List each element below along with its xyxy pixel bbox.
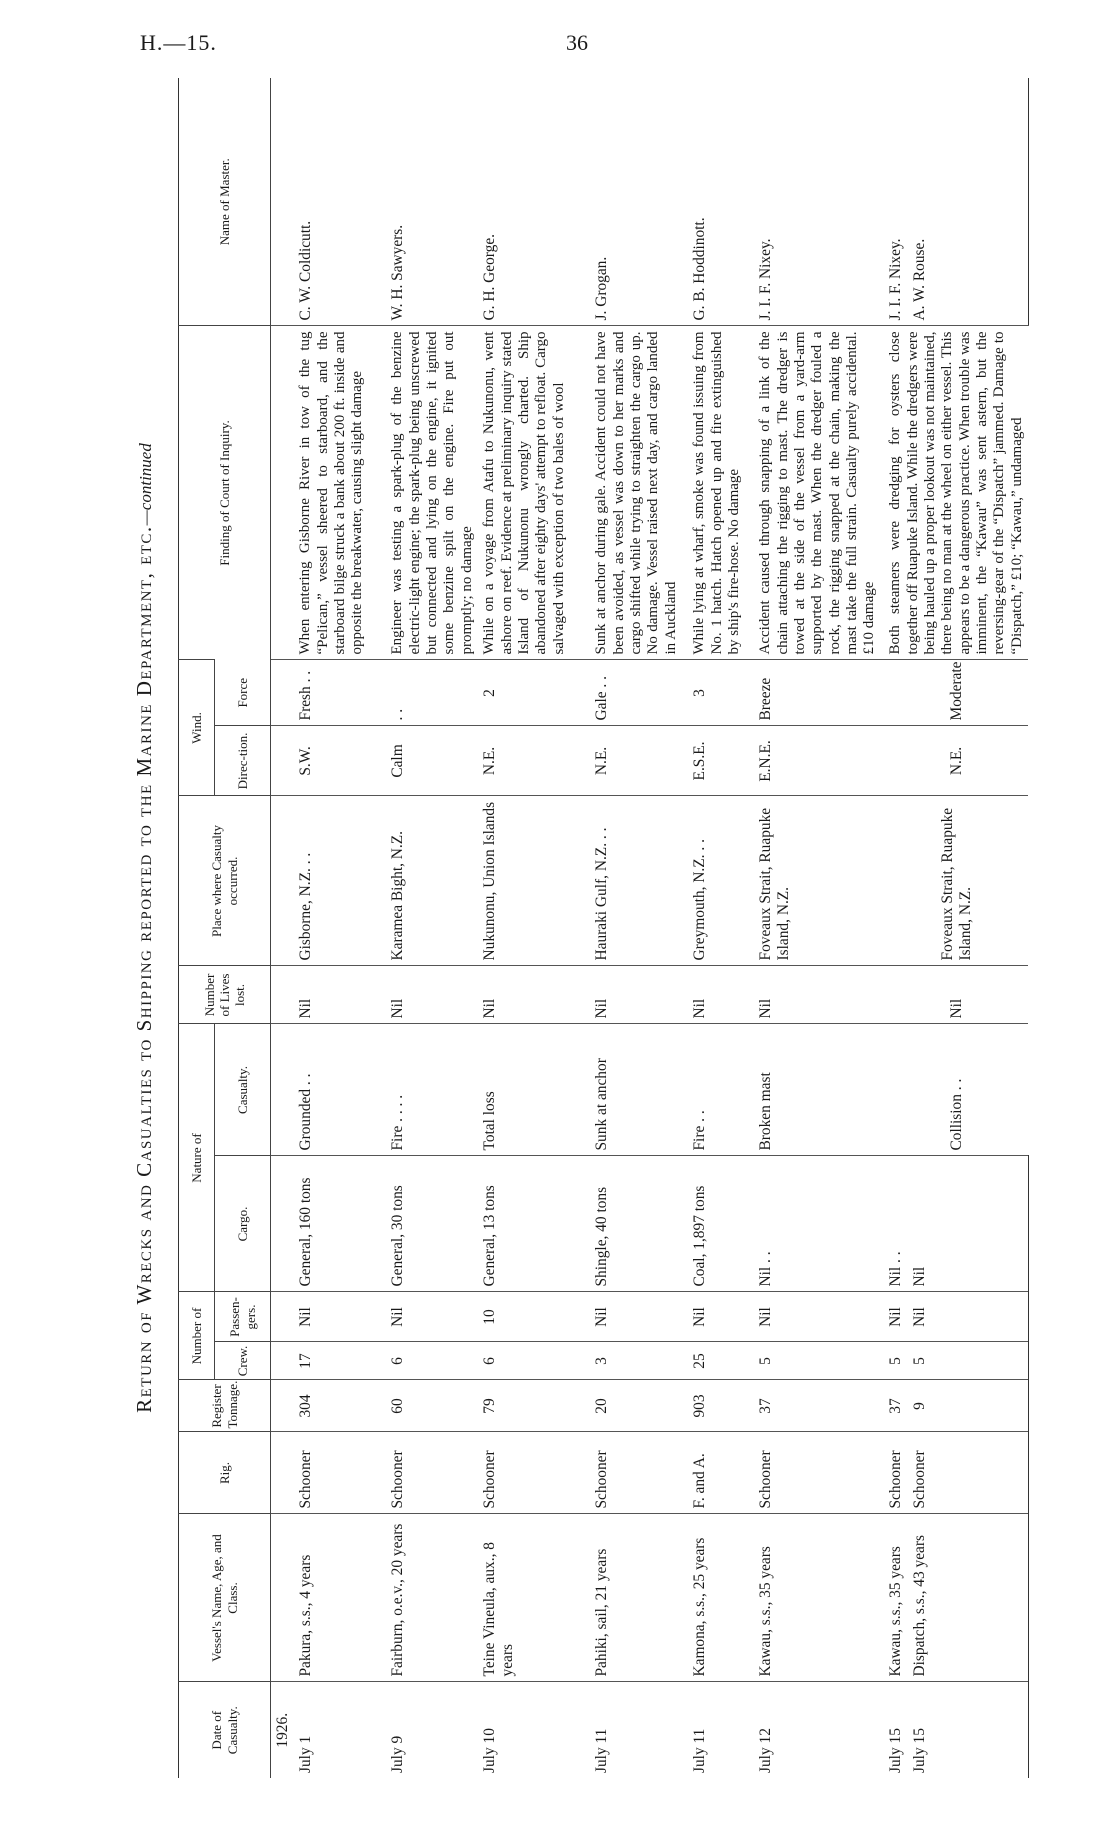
finding-cell: While lying at wharf, smoke was found issuing from No. 1 hatch. Hatch opened up and fire extinguished by ship's fire-hose. No damage xyxy=(688,326,754,660)
header-casualty: Casualty. xyxy=(215,1024,271,1156)
vessel-cell: Pakura, s.s., 4 years xyxy=(294,1514,386,1682)
tonnage-cell: 37 xyxy=(884,1380,908,1432)
tonnage-cell: 20 xyxy=(590,1380,688,1432)
lives-cell: Nil xyxy=(754,966,884,1024)
rig-cell: Schooner xyxy=(386,1432,478,1514)
wind-direction-cell: E.N.E. xyxy=(754,726,884,796)
place-cell: Karamea Bight, N.Z. xyxy=(386,796,478,966)
master-cell: G. B. Hoddinott. xyxy=(691,217,709,321)
rig-cell: Schooner xyxy=(294,1432,386,1514)
wind-direction-cell: S.W. xyxy=(294,726,386,796)
lives-cell: Nil xyxy=(386,966,478,1024)
vessel-cell: Kawau, s.s., 35 years xyxy=(884,1514,908,1682)
title-text: Return of Wrecks and Casualties to Shipping reported to the Marine Department, etc. xyxy=(132,525,156,1413)
header-place: Place where Casualty occurred. xyxy=(179,796,271,966)
rig-cell: Schooner xyxy=(754,1432,884,1514)
finding-cell: When entering Gisborne River in tow of the tug “Pelican,” vessel sheered to starboard, and the starboard bilge struck a bank about 200 ft. inside and opposite the breakwater, causing slight damage xyxy=(294,326,386,660)
wind-direction-cell: N.E. xyxy=(884,726,1028,796)
tonnage-cell: 60 xyxy=(386,1380,478,1432)
tonnage-cell: 903 xyxy=(688,1380,754,1432)
lives-cell: Nil xyxy=(590,966,688,1024)
vessel-cell: Kawau, s.s., 35 years xyxy=(754,1514,884,1682)
header-direction: Direc-tion. xyxy=(215,726,271,796)
vessel-cell: Pahiki, sail, 21 years xyxy=(590,1514,688,1682)
master-cell: J. I. F. Nixey. xyxy=(757,238,775,321)
date-cell: July 12 xyxy=(754,1682,884,1778)
passengers-cell: Nil xyxy=(884,1292,908,1342)
table-row xyxy=(688,78,754,1778)
date-cell: July 1 xyxy=(294,1682,386,1778)
passengers-cell: Nil xyxy=(754,1292,884,1342)
vessel-cell: Teine Vineula, aux., 8 years xyxy=(478,1514,590,1682)
title-continued: —continued xyxy=(136,443,155,526)
place-cell: Gisborne, N.Z. . . xyxy=(294,796,386,966)
rig-cell: Schooner xyxy=(884,1432,908,1514)
master-cell: G. H. George. xyxy=(481,234,499,321)
date-cell: July 10 xyxy=(478,1682,590,1778)
cargo-cell: General, 13 tons xyxy=(478,1156,590,1292)
casualty-cell: Grounded . . xyxy=(294,1024,386,1156)
tonnage-cell: 304 xyxy=(294,1380,386,1432)
cargo-cell: General, 30 tons xyxy=(386,1156,478,1292)
wind-direction-cell: E.S.E. xyxy=(688,726,754,796)
date-cell: July 15 xyxy=(908,1682,1028,1778)
place-cell: Foveaux Strait, Ruapuke Island, N.Z. xyxy=(884,796,1028,966)
wind-direction-cell: N.E. xyxy=(478,726,590,796)
casualty-cell: Fire . . . . xyxy=(386,1024,478,1156)
place-cell: Nukunonu, Union Islands xyxy=(478,796,590,966)
tonnage-cell: 37 xyxy=(754,1380,884,1432)
tonnage-cell: 79 xyxy=(478,1380,590,1432)
wind-force-cell: Fresh . . xyxy=(294,660,386,726)
wind-force-cell: Moderate xyxy=(884,660,1028,726)
crew-cell: 3 xyxy=(590,1342,688,1380)
header-cargo: Cargo. xyxy=(215,1156,271,1292)
page-header xyxy=(0,0,1114,60)
header-date: Date of Casualty. xyxy=(179,1682,271,1778)
place-cell: Greymouth, N.Z. . . xyxy=(688,796,754,966)
finding-cell: Accident caused through snapping of a link of the chain attaching the rigging to mast. The dredger is towed at the side of the vessel from a yard-arm supported by the mast. When the dredger fouled a rock, the rigging snapped at the chain, making the mast take the full strain. Casualty purely accidental. £10 damage xyxy=(754,326,884,660)
table-row xyxy=(386,78,478,1778)
passengers-cell: 10 xyxy=(478,1292,590,1342)
casualty-cell: Broken mast xyxy=(754,1024,884,1156)
rotated-table-region xyxy=(132,78,1025,1778)
passengers-cell: Nil xyxy=(908,1292,1028,1342)
year-label: 1926. xyxy=(271,1682,295,1778)
crew-cell: 5 xyxy=(908,1342,1028,1380)
place-cell: Hauraki Gulf, N.Z. . . xyxy=(590,796,688,966)
cargo-cell: Nil . . xyxy=(884,1156,908,1292)
finding-cell: Sunk at anchor during gale. Accident could not have been avoided, as vessel was down to her marks and cargo shifted while trying to straighten the cargo up. No damage. Vessel raised next day, and cargo landed in Auckland xyxy=(590,326,688,660)
header-rig: Rig. xyxy=(179,1432,271,1514)
vessel-cell: Fairburn, o.e.v., 20 years xyxy=(386,1514,478,1682)
date-cell: July 9 xyxy=(386,1682,478,1778)
cargo-cell: Shingle, 40 tons xyxy=(590,1156,688,1292)
passengers-cell: Nil xyxy=(294,1292,386,1342)
date-cell: July 11 xyxy=(688,1682,754,1778)
header-crew: Crew. xyxy=(215,1342,271,1380)
table-row xyxy=(884,78,908,1778)
crew-cell: 5 xyxy=(884,1342,908,1380)
lives-cell: Nil xyxy=(294,966,386,1024)
page-number: 36 xyxy=(566,30,588,55)
lives-cell: Nil xyxy=(884,966,1028,1024)
header-lives: Number of Lives lost. xyxy=(179,966,271,1024)
rig-cell: Schooner xyxy=(478,1432,590,1514)
table-row xyxy=(478,78,590,1778)
wind-direction-cell: Calm xyxy=(386,726,478,796)
passengers-cell: Nil xyxy=(386,1292,478,1342)
master-cell: A. W. Rouse. xyxy=(908,78,1028,326)
vessel-cell: Kamona, s.s., 25 years xyxy=(688,1514,754,1682)
header-tonnage: Register Tonnage. xyxy=(179,1380,271,1432)
header-number-of: Number of xyxy=(179,1292,215,1380)
master-cell: J. I. F. Nixey. xyxy=(887,238,905,321)
lives-cell: Nil xyxy=(478,966,590,1024)
table-row xyxy=(754,78,884,1778)
wind-force-cell: Breeze xyxy=(754,660,884,726)
rig-cell: Schooner xyxy=(908,1432,1028,1514)
finding-cell: Engineer was testing a spark-plug of the benzine electric-light engine; the spark-plug being unscrewed but connected and lying on the engine, it ignited some benzine spilt on the engine. Fire put out promptly; no damage xyxy=(386,326,478,660)
table-row xyxy=(590,78,688,1778)
passengers-cell: Nil xyxy=(688,1292,754,1342)
casualty-cell: Fire . . xyxy=(688,1024,754,1156)
cargo-cell: Coal, 1,897 tons xyxy=(688,1156,754,1292)
header-nature-of: Nature of xyxy=(179,1024,215,1292)
rig-cell: Schooner xyxy=(590,1432,688,1514)
place-cell: Foveaux Strait, Ruapuke Island, N.Z. xyxy=(754,796,884,966)
lives-cell: Nil xyxy=(688,966,754,1024)
header-vessel: Vessel's Name, Age, and Class. xyxy=(179,1514,271,1682)
crew-cell: 6 xyxy=(386,1342,478,1380)
header-passengers: Passen-gers. xyxy=(215,1292,271,1342)
casualty-cell: Total loss xyxy=(478,1024,590,1156)
passengers-cell: Nil xyxy=(590,1292,688,1342)
casualty-cell: Sunk at anchor xyxy=(590,1024,688,1156)
vessel-cell: Dispatch, s.s., 43 years xyxy=(908,1514,1028,1682)
master-cell: J. Grogan. xyxy=(593,256,611,321)
crew-cell: 5 xyxy=(754,1342,884,1380)
date-cell: July 11 xyxy=(590,1682,688,1778)
header-wind: Wind. xyxy=(179,660,215,796)
casualty-cell: Collision . . xyxy=(884,1024,1028,1156)
cargo-cell: Nil . . xyxy=(754,1156,884,1292)
document-title xyxy=(132,78,172,1778)
cargo-cell: General, 160 tons xyxy=(294,1156,386,1292)
header-force: Force xyxy=(215,660,271,726)
page-id: H.—15. xyxy=(140,30,217,55)
wind-direction-cell: N.E. xyxy=(590,726,688,796)
wind-force-cell: 3 xyxy=(688,660,754,726)
wrecks-table xyxy=(178,78,1029,1778)
crew-cell: 6 xyxy=(478,1342,590,1380)
tonnage-cell: 9 xyxy=(908,1380,1028,1432)
date-cell: July 15 xyxy=(884,1682,908,1778)
finding-cell: While on a voyage from Atafu to Nukunonu, went ashore on reef. Evidence at preliminary inquiry stated Island of Nukunonu wrongly charted. Ship abandoned after eighty days' attempt to refloat. Cargo salvaged with exception of two bales of wool xyxy=(478,326,590,660)
header-master: Name of Master. xyxy=(179,78,271,326)
wind-force-cell: 2 xyxy=(478,660,590,726)
header-finding: Finding of Court of Inquiry. xyxy=(179,326,271,660)
cargo-cell: Nil xyxy=(908,1156,1028,1292)
crew-cell: 25 xyxy=(688,1342,754,1380)
crew-cell: 17 xyxy=(294,1342,386,1380)
master-cell: W. H. Sawyers. xyxy=(389,224,407,321)
table-row xyxy=(294,78,386,1778)
rig-cell: F. and A. xyxy=(688,1432,754,1514)
wind-force-cell: Gale . . xyxy=(590,660,688,726)
finding-cell: Both steamers were dredging for oysters close together off Ruapuke Island. While the dredgers were being hauled up a proper lookout was not maintained, there being no man at the wheel on either vessel. This appears to be a dangerous practice. When trouble was imminent, the “Kawau” was sent astern, but the reversing-gear of the “Dispatch” jammed. Damage to “Dispatch,” £10; “Kawau,” undamaged xyxy=(884,326,1028,660)
master-cell: C. W. Coldicutt. xyxy=(297,220,315,321)
wind-force-cell: . . xyxy=(386,660,478,726)
